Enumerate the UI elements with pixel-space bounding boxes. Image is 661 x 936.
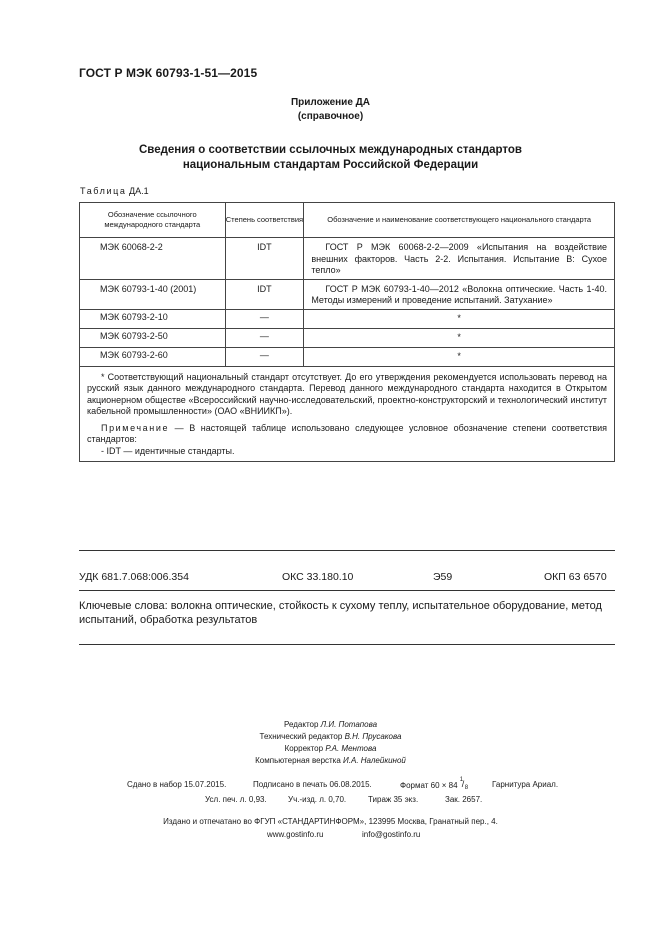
editor-line [0,720,661,729]
note-text: — В настоящей таблице использовано следующее условное обозначение степени соответствия стандартов: [87,422,607,444]
cell-intl-standard: МЭК 60793-2-60 [80,347,226,366]
table-row [80,279,615,309]
layout-name: И.А. Налейкиной [343,756,406,765]
cell-national-standard: * [304,347,615,366]
cell-intl-standard: МЭК 60068-2-2 [80,238,226,280]
table-footnote-row [80,366,615,462]
note-label: Примечание [101,422,170,433]
appendix-title-line2: национальным стандартам Российской Федерации [182,159,479,171]
cell-intl-standard: МЭК 60793-2-50 [80,328,226,347]
table-note [87,423,607,446]
format-fraction-den: 8 [464,785,469,791]
imprint-order: Зак. 2657. [445,795,483,804]
e-code: Э59 [433,571,453,583]
layout-line [0,756,661,765]
header-intl-standard: Обозначение ссылочного международного стандарта [80,203,226,238]
editor-label: Редактор [283,720,319,729]
cell-national-standard: * [304,309,615,328]
footnote-text: * Соответствующий национальный стандарт отсутствует. До его утверждения рекомендуется использовать перевод на русский язык данного международного стандарта. Перевод данного международного стандарта находится в Открытом акционерном обществе «Всероссийский научно-исследовательский, проектно-конструкторский и технологический институт кабельной промышленности» (ОАО «ВНИИКП»). [87,371,607,416]
imprint-print-sheets: Усл. печ. л. 0,93. [205,795,267,804]
table-footnote-cell [80,366,615,462]
okp-code: ОКП 63 6570 [544,571,607,583]
imprint-submitted: Сдано в набор 15.07.2015. [127,780,227,789]
table-row [80,309,615,328]
corrector-line [0,744,661,753]
table-row [80,238,615,280]
publisher-email-link[interactable]: info@gostinfo.ru [362,830,421,839]
cell-intl-standard: МЭК 60793-1-40 (2001) [80,279,226,309]
table-caption-prefix: Таблица [80,186,127,196]
tech-editor-label: Технический редактор [259,732,343,741]
correspondence-table [79,202,615,462]
cell-degree: IDT [225,279,304,309]
imprint-signed: Подписано в печать 06.08.2015. [253,780,372,789]
table-row [80,347,615,366]
layout-label: Компьютерная верстка [255,756,341,765]
national-standard-text: ГОСТ Р МЭК 60793-1-40—2012 «Волокна оптические. Часть 1-40. Методы измерений и проведение испытаний. Затухание» [311,283,607,305]
divider-bottom [79,644,615,645]
keywords: Ключевые слова: волокна оптические, стойкость к сухому теплу, испытательное оборудование, метод испытаний, обработка результатов [79,600,602,626]
imprint-format [400,777,469,791]
divider-top [79,550,615,551]
cell-intl-standard: МЭК 60793-2-10 [80,309,226,328]
table-row [80,328,615,347]
divider-middle [79,590,615,591]
fraction-slash: / [461,779,465,789]
oks-code: ОКС 33.180.10 [282,571,354,583]
appendix-title-line1: Сведения о соответствии ссылочных международных стандартов [138,144,522,156]
appendix-name: Приложение ДА [290,97,371,108]
cell-degree: — [225,328,304,347]
header-national-standard: Обозначение и наименование соответствующего национального стандарта [304,203,615,238]
cell-national-standard [304,238,615,280]
udk-code: УДК 681.7.068:006.354 [79,571,189,583]
table-header-row [80,203,615,238]
table-caption [80,186,149,196]
document-id: ГОСТ Р МЭК 60793-1-51—2015 [79,66,258,80]
cell-national-standard: * [304,328,615,347]
corrector-label: Корректор [284,744,324,753]
national-standard-text: ГОСТ Р МЭК 60068-2-2—2009 «Испытания на воздействие внешних факторов. Часть 2-2. Испытания. Испытание В: Сухое тепло» [311,242,607,275]
cell-degree: — [225,347,304,366]
appendix-note: (справочное) [297,111,364,122]
cell-national-standard [304,279,615,309]
tech-editor-line [0,732,661,741]
editor-name: Л.И. Потапова [320,720,378,729]
imprint-edit-sheets: Уч.-изд. л. 0,70. [288,795,347,804]
format-text: Формат 60 × 84 [400,781,458,790]
publisher-line: Издано и отпечатано во ФГУП «СТАНДАРТИНФОРМ», 123995 Москва, Гранатный пер., 4. [163,817,498,826]
imprint-circulation: Тираж 35 экз. [368,795,419,804]
tech-editor-name: В.Н. Прусакова [344,732,402,741]
table-caption-number: ДА.1 [129,186,149,196]
corrector-name: Р.А. Ментова [325,744,377,753]
cell-degree: — [225,309,304,328]
note-item: - IDT — идентичные стандарты. [101,445,235,456]
cell-degree: IDT [225,238,304,280]
format-fraction-num: 1 [459,777,464,783]
format-fraction [459,777,469,791]
header-degree: Степень соответствия [225,203,304,238]
imprint-typeface: Гарнитура Ариал. [492,780,559,789]
publisher-site-link[interactable]: www.gostinfo.ru [267,830,324,839]
